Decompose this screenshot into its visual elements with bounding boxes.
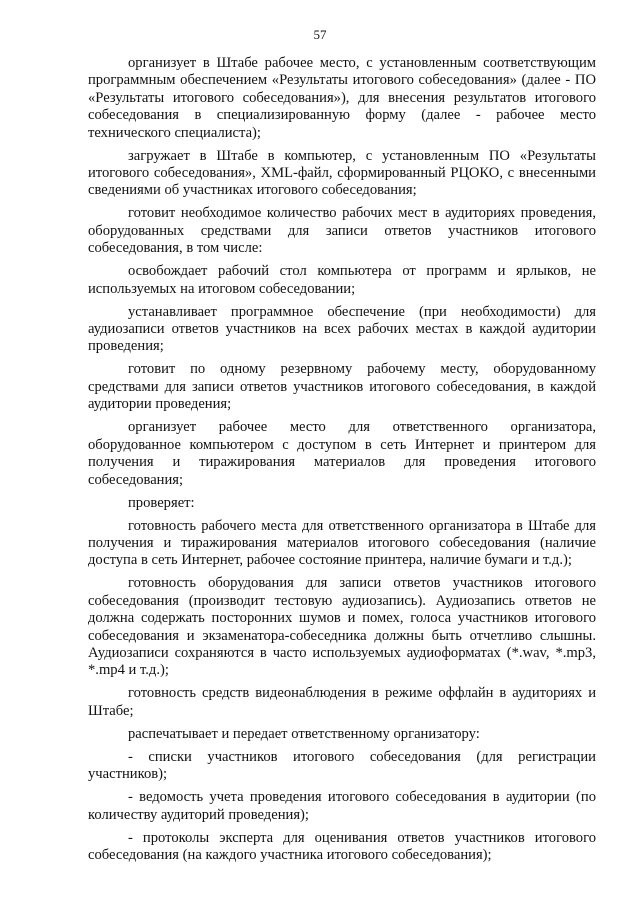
paragraph: - ведомость учета проведения итогового собеседования в аудитории (по количеству аудиторий проведения); [88, 789, 596, 823]
paragraph: распечатывает и передает ответственному организатору: [128, 725, 480, 742]
paragraph: готовит по одному резервному рабочему месту, оборудованному средствами для записи ответов участников итогового собеседования, в каждой аудитории проведения; [88, 361, 596, 413]
paragraph: готовность оборудования для записи ответов участников итогового собеседования (производит тестовую аудиозапись). Аудиозапись ответов не должна содержать посторонних шумов и помех, голоса участников итогового собеседования и экзаменатора-собеседника должны быть отчетливо слышны. Аудиозаписи сохраняются в часто используемых аудиоформатах (*.wav, *.mp3, *.mp4 и т.д.); [88, 575, 596, 679]
paragraph: - списки участников итогового собеседования (для регистрации участников); [88, 748, 596, 783]
paragraph: готовность средств видеонаблюдения в режиме оффлайн в аудиториях и Штабе; [88, 685, 596, 719]
page-number: 57 [313, 27, 327, 42]
paragraph: организует рабочее место для ответственного организатора, оборудованное компьютером с доступом в сеть Интернет и принтером для получения и тиражирования материалов для проведения итогового собеседования; [88, 419, 596, 488]
paragraph: освобождает рабочий стол компьютера от программ и ярлыков, не используемых на итоговом собеседовании; [88, 263, 596, 297]
paragraph: проверяет: [128, 494, 195, 511]
paragraph: загружает в Штабе в компьютер, с установленным ПО «Результаты итогового собеседования», XML-файл, сформированный РЦОКО, с внесенными сведениями об участниках итогового собеседования; [88, 147, 596, 199]
paragraph: организует в Штабе рабочее место, с установленным соответствующим программным обеспечением «Результаты итогового собеседования» (далее - ПО «Результаты итогового собеседования»), для внесения результатов итогового собеседования в специализированную форму (далее - рабочее место технического специалиста); [88, 55, 596, 141]
paragraph: устанавливает программное обеспечение (при необходимости) для аудиозаписи ответов участников на всех рабочих местах в каждой аудитории проведения; [88, 303, 596, 355]
document-body [88, 55, 596, 870]
paragraph: готовность рабочего места для ответственного организатора в Штабе для получения и тиражирования материалов итогового собеседования (наличие доступа в сеть Интернет, рабочее состояние принтера, наличие бумаги и т.д.); [88, 517, 596, 569]
paragraph: готовит необходимое количество рабочих мест в аудиториях проведения, оборудованных средствами для записи ответов участников итогового собеседования, в том числе: [88, 205, 596, 257]
paragraph: - протоколы эксперта для оценивания ответов участников итогового собеседования (на каждого участника итогового собеседования); [88, 829, 596, 863]
